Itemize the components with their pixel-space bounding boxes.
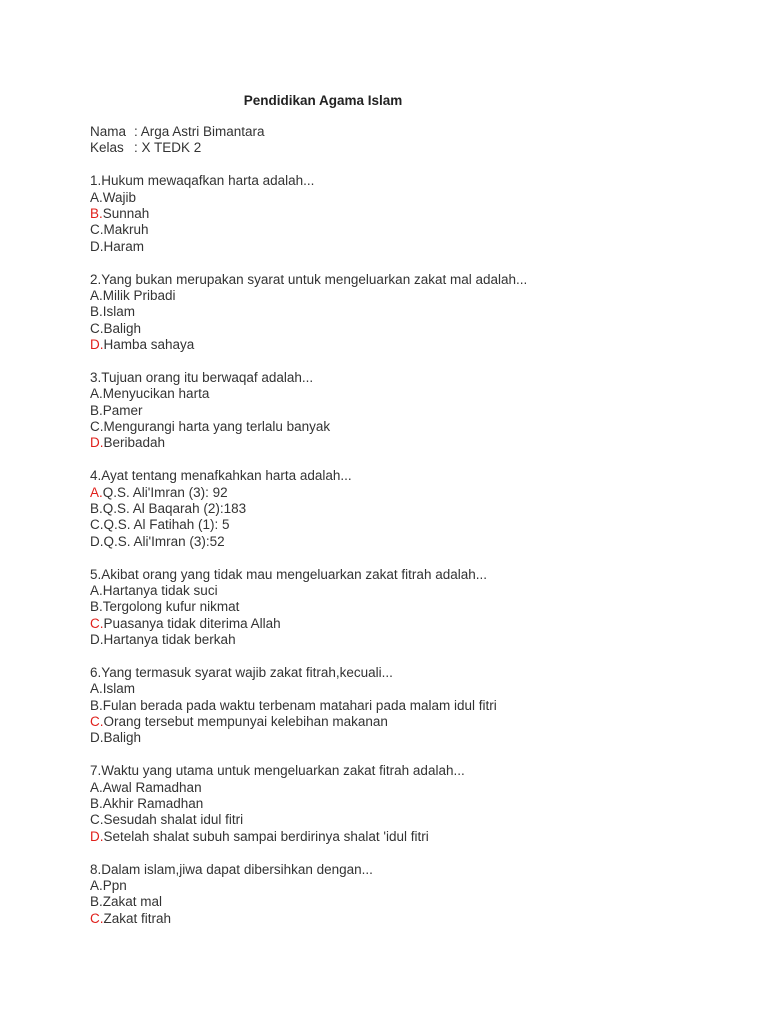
answer-option [90,681,730,697]
option-letter: B. [90,599,103,615]
option-letter: C. [90,419,104,435]
option-text: Zakat fitrah [103,910,172,926]
answer-option [90,485,730,501]
option-text: Puasanya tidak diterima Allah [103,615,281,631]
option-letter: D. [90,533,104,549]
info-label: Kelas [90,140,124,156]
question-text: 2.Yang bukan merupakan syarat untuk mengeluarkan zakat mal adalah... [90,271,528,287]
option-text: Ppn [102,877,127,893]
option-text: Q.S. Al Fatihah (1): 5 [103,517,230,533]
option-letter: B. [90,697,103,713]
answer-option [90,894,730,910]
answer-option [90,583,730,599]
answer-option [90,304,730,320]
option-letter: B. [90,304,103,320]
option-letter: B. [90,894,103,910]
option-letter-marked: D. [90,337,104,353]
question-text: 4.Ayat tentang menafkahkan harta adalah... [90,468,352,484]
option-letter-marked: B. [90,205,103,221]
option-letter: C. [90,320,104,336]
question-text: 7.Waktu yang utama untuk mengeluarkan zakat fitrah adalah... [90,763,465,779]
answer-option [90,534,730,550]
answer-option [90,812,730,828]
option-text: Sunnah [102,205,150,221]
question-text: 3.Tujuan orang itu berwaqaf adalah... [90,369,314,385]
option-text: Milik Pribadi [102,287,176,303]
option-letter: D. [90,238,104,254]
question-text: 1.Hukum mewaqafkan harta adalah... [90,173,315,189]
option-letter: A. [90,779,103,795]
question-block [90,370,730,452]
document-title: Pendidikan Agama Islam [243,93,403,108]
info-value: : Arga Astri Bimantara [134,124,265,139]
answer-option [90,435,730,451]
option-text: Hartanya tidak berkah [103,632,236,648]
answer-option [90,632,730,648]
document-page [90,92,730,927]
option-text: Pamer [102,402,143,418]
option-text: Q.S. Ali'Imran (3):52 [103,533,225,549]
answer-option [90,878,730,894]
answer-option [90,190,730,206]
option-text: Tergolong kufur nikmat [102,599,240,615]
option-letter: A. [90,386,103,402]
question-block [90,272,730,354]
option-letter: D. [90,632,104,648]
answer-option [90,730,730,746]
option-text: Haram [103,238,145,254]
answer-option [90,714,730,730]
option-letter-marked: C. [90,714,104,730]
option-letter-marked: D. [90,828,104,844]
question-text: 5.Akibat orang yang tidak mau mengeluarkan zakat fitrah adalah... [90,566,487,582]
option-letter: C. [90,222,104,238]
option-letter-marked: C. [90,615,104,631]
answer-option [90,599,730,615]
option-text: Orang tersebut mempunyai kelebihan makanan [103,714,388,730]
option-letter: B. [90,500,103,516]
question-block [90,468,730,550]
answer-option [90,386,730,402]
option-letter: A. [90,189,103,205]
student-info [90,124,730,157]
option-text: Islam [102,304,136,320]
option-letter: A. [90,287,103,303]
option-text: Q.S. Al Baqarah (2):183 [102,500,247,516]
option-text: Awal Ramadhan [102,779,202,795]
option-text: Sesudah shalat idul fitri [103,812,244,828]
option-letter-marked: D. [90,435,104,451]
option-letter: D. [90,730,104,746]
answer-option [90,206,730,222]
option-letter: A. [90,681,103,697]
answer-option [90,419,730,435]
option-text: Hamba sahaya [103,337,195,353]
question-block [90,567,730,649]
answer-option [90,829,730,845]
answer-option [90,239,730,255]
option-text: Menyucikan harta [102,386,210,402]
answer-option [90,780,730,796]
question-list [90,173,730,927]
answer-option [90,616,730,632]
answer-option [90,911,730,927]
option-letter: C. [90,812,104,828]
answer-option [90,321,730,337]
info-value: : X TEDK 2 [134,140,202,156]
answer-option [90,796,730,812]
option-text: Islam [102,681,136,697]
option-letter: A. [90,877,103,893]
option-text: Baligh [103,730,142,746]
option-text: Mengurangi harta yang terlalu banyak [103,419,331,435]
info-label: Nama [90,124,127,139]
question-text: 8.Dalam islam,jiwa dapat dibersihkan dengan... [90,861,373,877]
answer-option [90,501,730,517]
option-text: Zakat mal [102,894,163,910]
question-text: 6.Yang termasuk syarat wajib zakat fitrah,kecuali... [90,664,393,680]
info-row-nama [90,124,730,140]
option-text: Hartanya tidak suci [102,582,218,598]
option-text: Wajib [102,189,137,205]
answer-option [90,288,730,304]
option-text: Akhir Ramadhan [102,796,204,812]
info-row-kelas [90,140,730,156]
question-block [90,173,730,255]
option-text: Setelah shalat subuh sampai berdirinya shalat 'idul fitri [103,828,429,844]
option-letter: A. [90,582,103,598]
option-text: Beribadah [103,435,166,451]
option-text: Baligh [103,320,142,336]
answer-option [90,403,730,419]
option-letter-marked: C. [90,910,104,926]
option-letter: B. [90,402,103,418]
option-letter: B. [90,796,103,812]
option-text: Makruh [103,222,149,238]
answer-option [90,698,730,714]
answer-option [90,337,730,353]
question-block [90,763,730,845]
option-text: Fulan berada pada waktu terbenam matahari pada malam idul fitri [102,697,497,713]
option-letter-marked: A. [90,484,103,500]
option-text: Q.S. Ali'Imran (3): 92 [102,484,228,500]
option-letter: C. [90,517,104,533]
answer-option [90,517,730,533]
question-block [90,862,730,928]
answer-option [90,222,730,238]
question-block [90,665,730,747]
